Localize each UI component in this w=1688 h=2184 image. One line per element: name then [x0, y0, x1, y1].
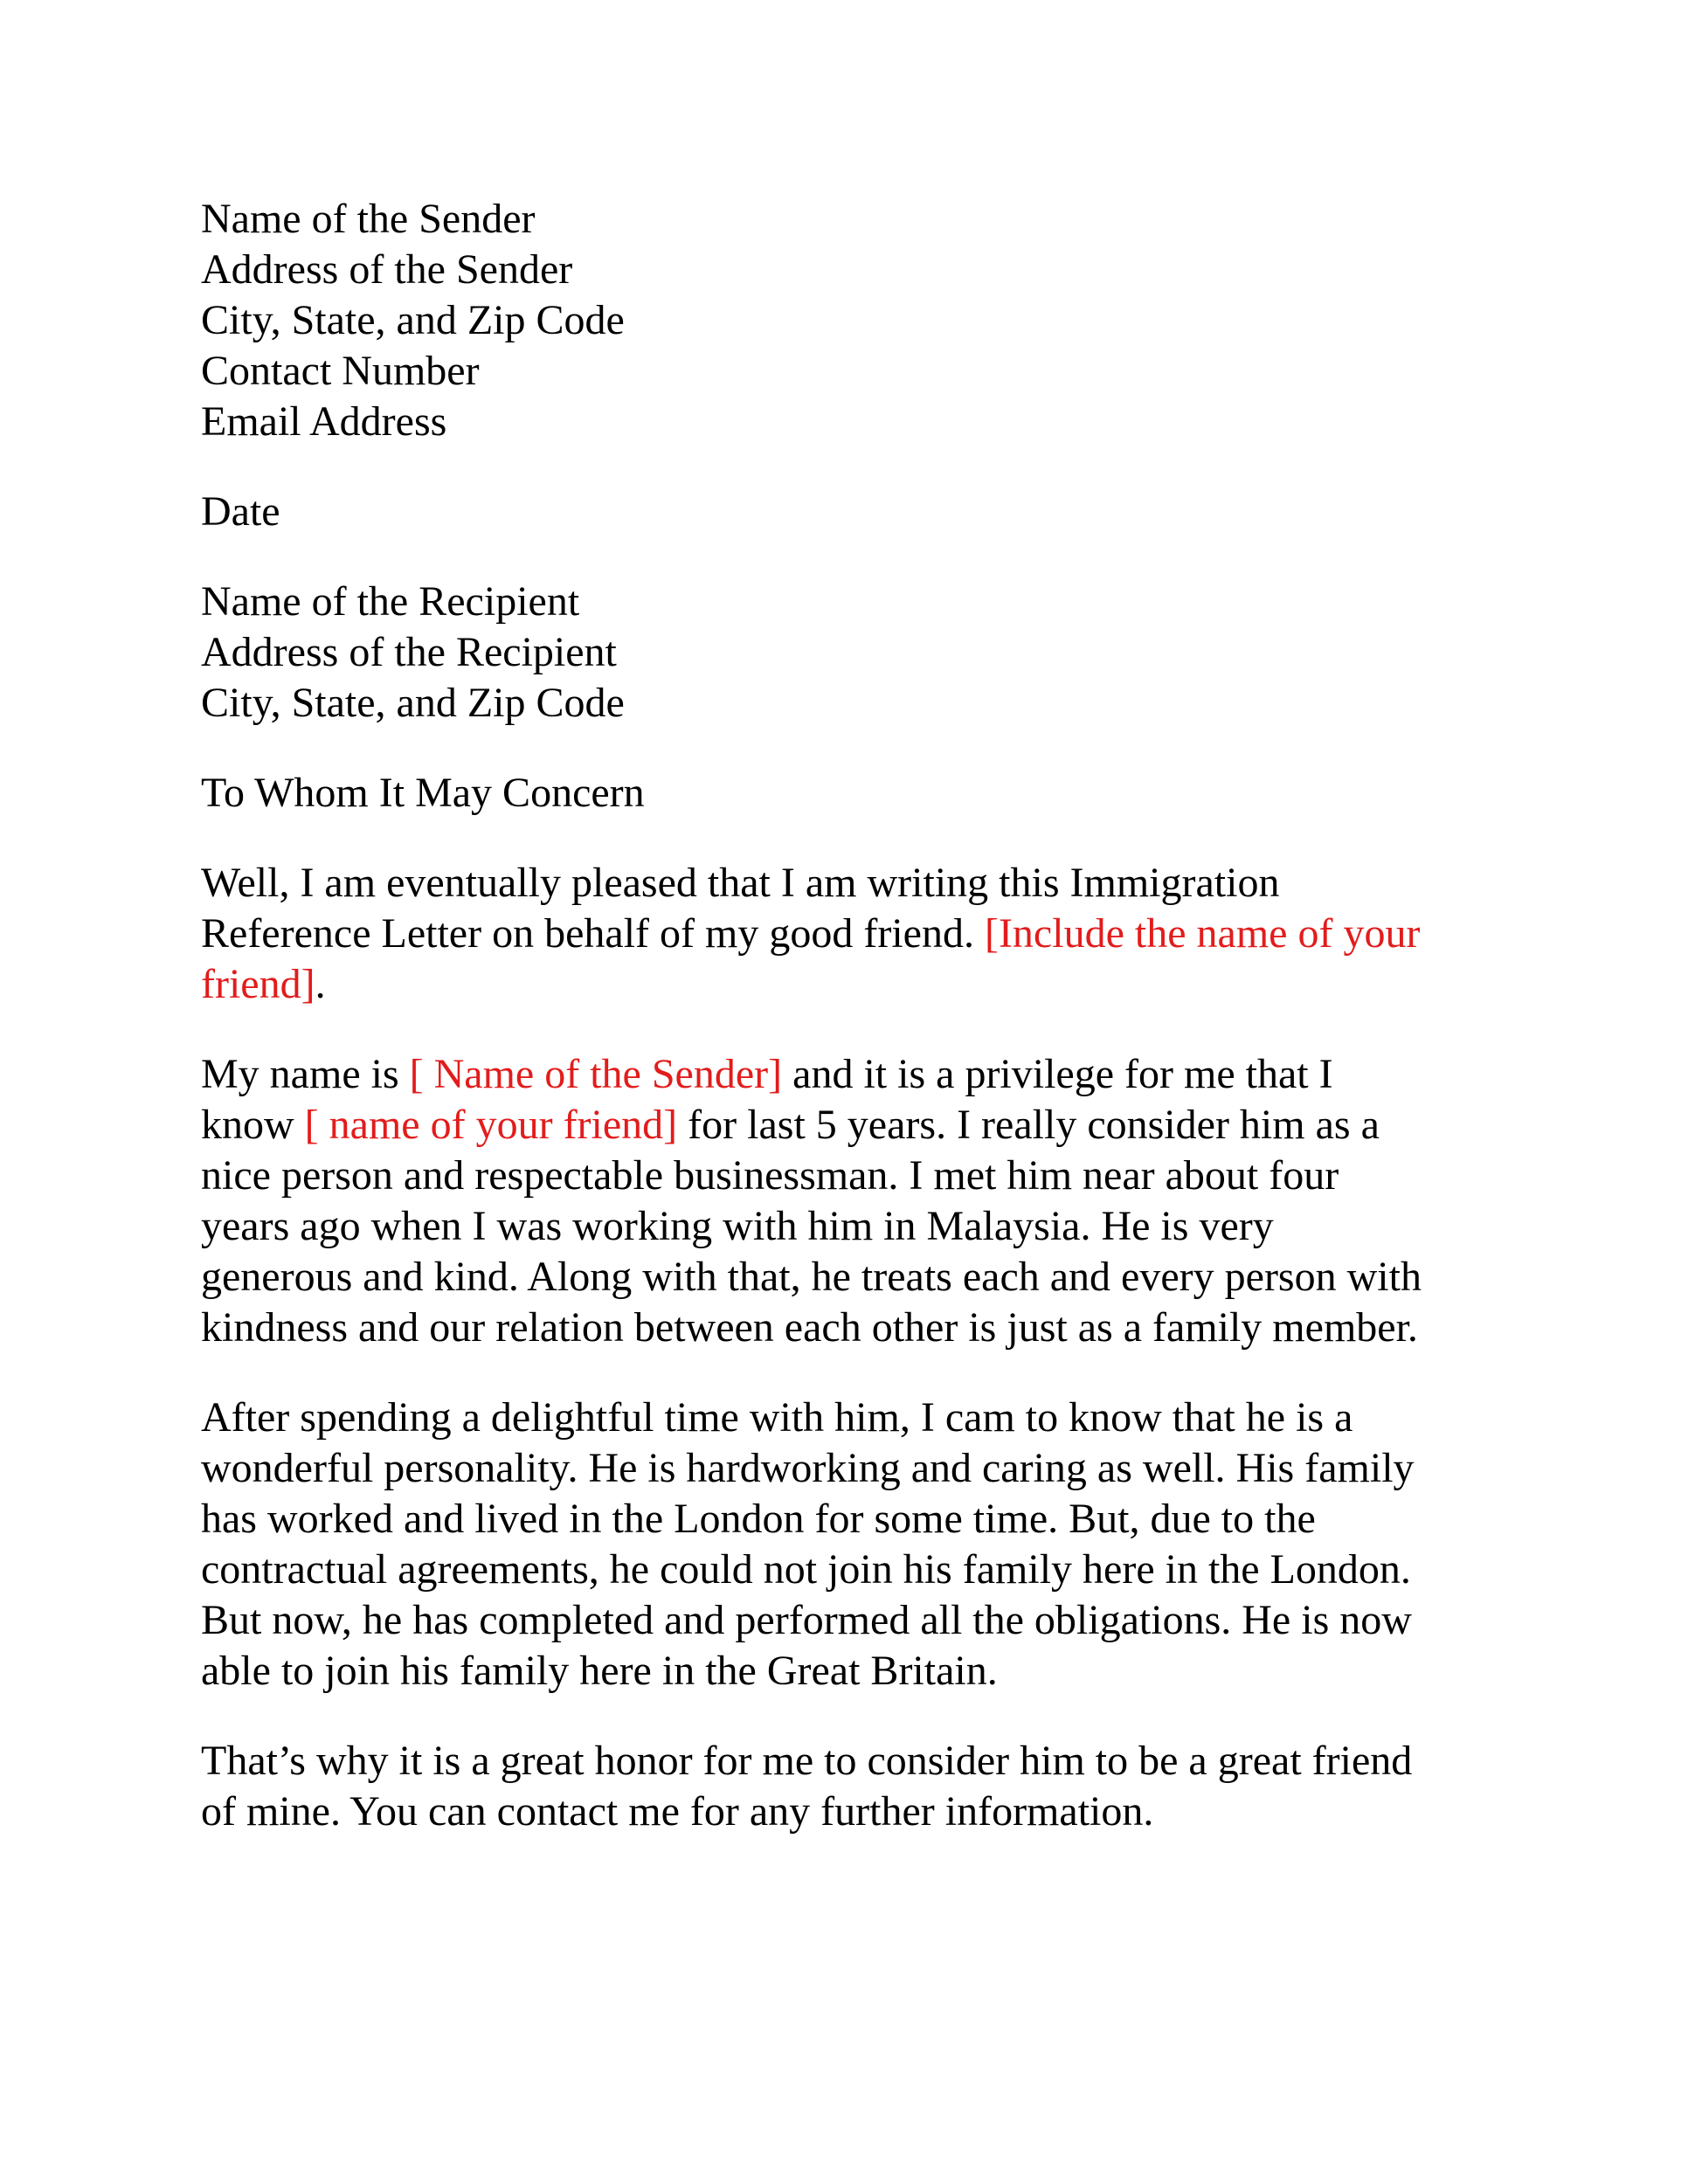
text-line: [201, 1494, 1564, 1545]
text-line: [201, 1545, 1564, 1595]
text-segment: kindness and our relation between each other is just as a family member.: [201, 1304, 1418, 1351]
sender-block: [201, 194, 1564, 447]
text-line: [201, 1393, 1564, 1443]
salutation-text: To Whom It May Concern: [201, 770, 645, 816]
text-segment: know: [201, 1102, 305, 1148]
text-line: [201, 1443, 1564, 1494]
text-line: [201, 1252, 1564, 1303]
text-line: [201, 245, 1564, 295]
text-segment: My name is: [201, 1051, 410, 1097]
text-line: [201, 397, 1564, 447]
text-line: [201, 1595, 1564, 1646]
text-line: [201, 194, 1564, 245]
text-segment: Contact Number: [201, 348, 480, 394]
text-segment: Address of the Sender: [201, 246, 573, 293]
text-segment: generous and kind. Along with that, he treats each and every person with: [201, 1254, 1422, 1300]
date-label: Date: [201, 488, 280, 535]
text-segment: Name of the Recipient: [201, 578, 580, 625]
recipient-block: [201, 577, 1564, 729]
text-line: [201, 1201, 1564, 1252]
text-segment: of mine. You can contact me for any further information.: [201, 1788, 1154, 1835]
text-segment: able to join his family here in the Great Britain.: [201, 1648, 998, 1694]
text-line: [201, 1787, 1564, 1837]
text-line: [201, 1100, 1564, 1151]
text-line: [201, 678, 1564, 729]
text-segment: That’s why it is a great honor for me to consider him to be a great friend: [201, 1738, 1413, 1784]
text-line: [201, 1303, 1564, 1353]
text-segment: Name of the Sender: [201, 196, 536, 242]
letter-content: [201, 194, 1564, 1837]
text-line: [201, 295, 1564, 346]
placeholder-red-text: friend]: [201, 961, 315, 1007]
text-segment: Reference Letter on behalf of my good friend.: [201, 910, 985, 957]
text-line: [201, 1736, 1564, 1787]
date-line: [201, 487, 1564, 537]
text-segment: .: [315, 961, 326, 1007]
text-line: [201, 1049, 1564, 1100]
text-line: [201, 346, 1564, 397]
text-segment: But now, he has completed and performed all the obligations. He is now: [201, 1597, 1412, 1643]
placeholder-red-text: [ name of your friend]: [304, 1102, 678, 1148]
text-line: [201, 627, 1564, 678]
text-segment: Well, I am eventually pleased that I am writing this Immigration: [201, 860, 1280, 906]
text-segment: and it is a privilege for me that I: [782, 1051, 1333, 1097]
salutation-line: [201, 768, 1564, 819]
body-paragraph-closing: [201, 1736, 1564, 1837]
text-segment: City, State, and Zip Code: [201, 297, 625, 343]
placeholder-red-text: [Include the name of your: [984, 910, 1421, 957]
text-segment: has worked and lived in the London for some time. But, due to the: [201, 1496, 1316, 1542]
placeholder-red-text: [ Name of the Sender]: [409, 1051, 783, 1097]
text-segment: wonderful personality. He is hardworking and caring as well. His family: [201, 1445, 1415, 1491]
text-line: [201, 577, 1564, 627]
body-paragraph-family-background: [201, 1393, 1564, 1697]
body-paragraph-intro: [201, 858, 1564, 1010]
text-line: [201, 1151, 1564, 1201]
text-line: [201, 959, 1564, 1010]
text-segment: After spending a delightful time with him, I cam to know that he is a: [201, 1394, 1353, 1441]
text-segment: contractual agreements, he could not join his family here in the London.: [201, 1546, 1411, 1593]
text-line: [201, 1646, 1564, 1697]
text-segment: Email Address: [201, 398, 447, 445]
text-segment: Address of the Recipient: [201, 629, 617, 675]
text-segment: City, State, and Zip Code: [201, 680, 625, 726]
text-segment: for last 5 years. I really consider him as a: [677, 1102, 1380, 1148]
text-line: [201, 909, 1564, 959]
text-segment: nice person and respectable businessman. I met him near about four: [201, 1152, 1339, 1199]
text-line: [201, 858, 1564, 909]
body-paragraph-introduction-of-friend: [201, 1049, 1564, 1353]
text-segment: years ago when I was working with him in Malaysia. He is very: [201, 1203, 1274, 1249]
